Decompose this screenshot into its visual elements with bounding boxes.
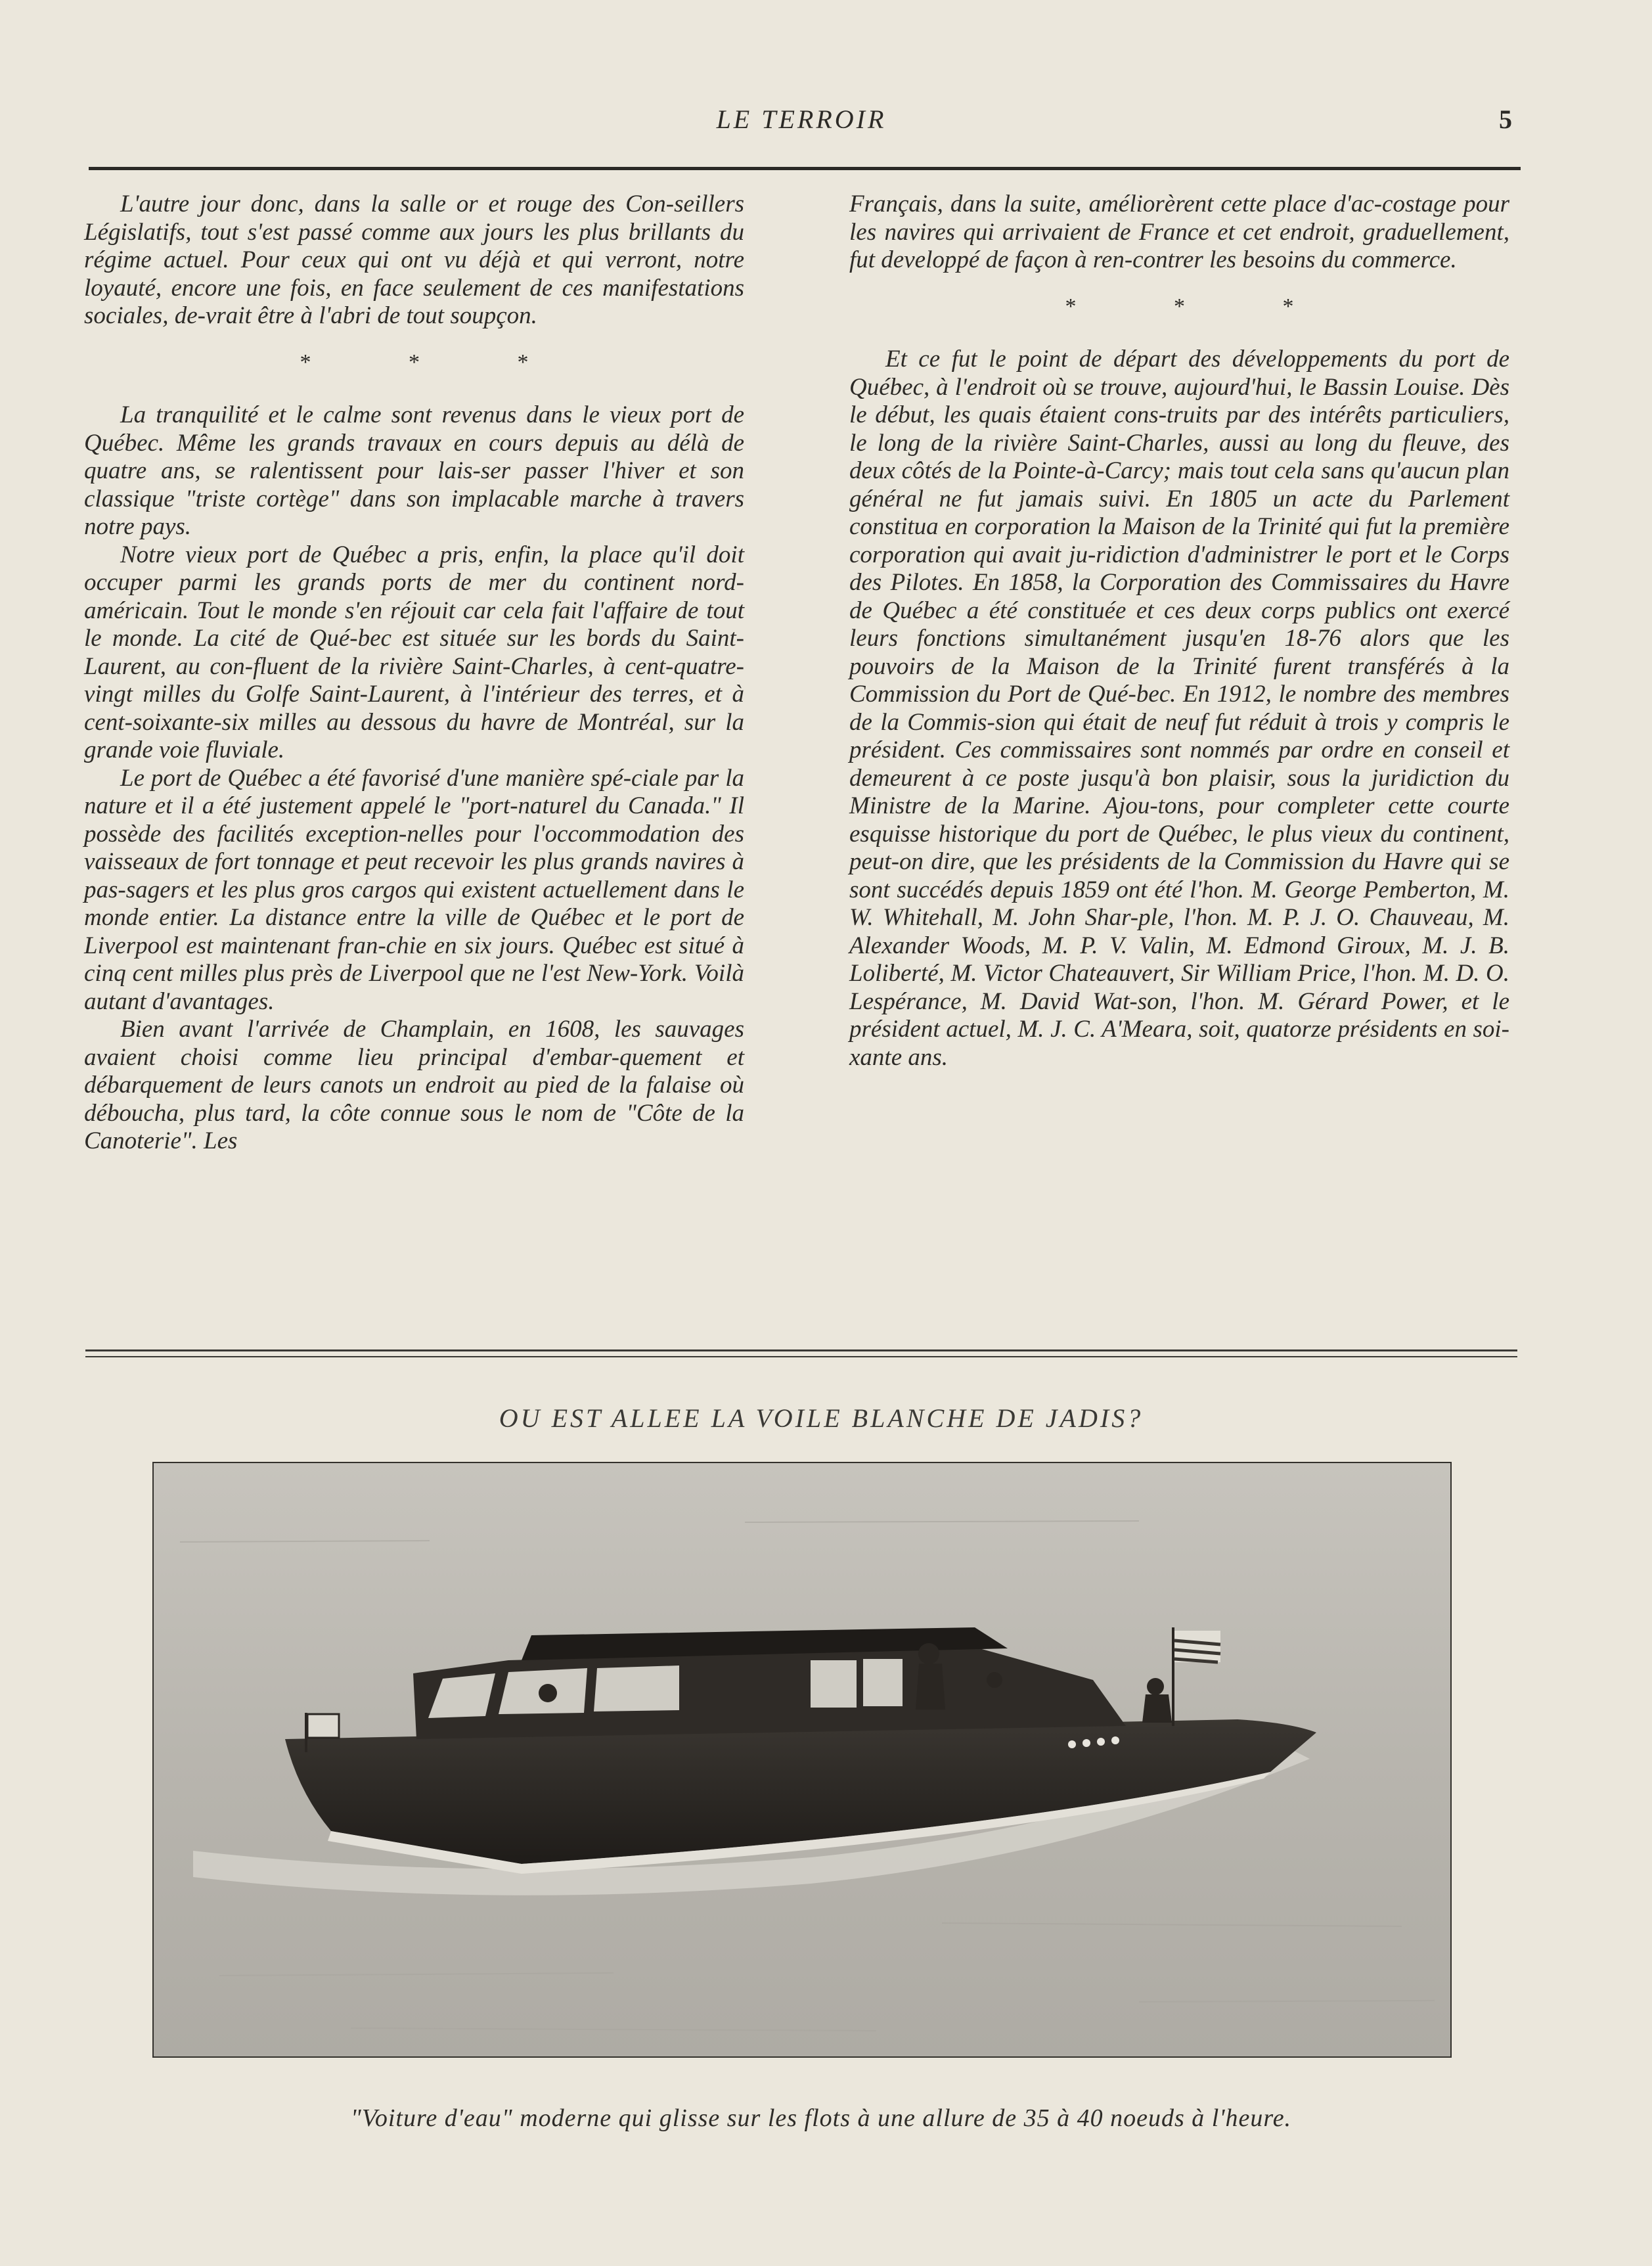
figure-caption: "Voiture d'eau" moderne qui glisse sur les flots à une allure de 35 à 40 noeuds à l'heure.: [350, 2104, 1292, 2132]
left-column: [84, 191, 744, 1156]
header-rule: [89, 167, 1521, 170]
running-title: LE TERROIR: [716, 104, 887, 134]
left-paragraph-4: Le port de Québec a été favorisé d'une manière spé-ciale par la nature et il a été justement appelé le "port-naturel du Canada." Il possède des facilités exception-nelles pour l'occommodation des vaisseaux de fort tonnage et peut recevoir les plus grands navires à pas-sagers et les plus gros cargos qui existent actuellement dans le monde entier. La distance entre la ville de Québec et le port de Liverpool est maintenant fran-chie en six jours. Québec est situé à cinq cent milles plus près de Liverpool que ne l'est New-York. Voilà autant d'avantages.: [84, 764, 744, 1015]
right-column: [849, 191, 1509, 1072]
left-paragraph-2: La tranquilité et le calme sont revenus dans le vieux port de Québec. Même les grands travaux en cours depuis au délà de quatre ans, se ralentissent pour lais-ser passer l'hiver et son classique "triste cortège" dans son implacable marche à travers notre pays.: [84, 401, 744, 540]
right-paragraph-1: Français, dans la suite, améliorèrent cette place d'ac-costage pour les navires qui arrivaient de France et cet endroit, graduellement, fut developpé de façon à ren-contrer les besoins du commerce.: [849, 191, 1509, 273]
left-paragraph-3: Notre vieux port de Québec a pris, enfin, la place qu'il doit occuper parmi les grands ports de mer du continent nord-américain. Tout le monde s'en réjouit car cela fait l'affaire de tout le monde. La cité de Qué-bec est située sur les bords du Saint-Laurent, au con-fluent de la rivière Saint-Charles, à cent-quatre-vingt milles du Golfe Saint-Laurent, à l'intérieur des terres, et à cent-soixante-six milles au dessous du havre de Montréal, sur la grande voie fluviale.: [84, 541, 744, 763]
section-rule-top: [85, 1349, 1517, 1351]
left-paragraph-1: L'autre jour donc, dans la salle or et rouge des Con-seillers Législatifs, tout s'est passé comme aux jours les plus brillants du régime actuel. Pour ceux qui ont vu déjà et qui verront, notre loyauté, encore une fois, en face seulement de ces manifestations sociales, de-vrait être à l'abri de tout soupçon.: [84, 191, 744, 329]
left-paragraph-5: Bien avant l'arrivée de Champlain, en 1608, les sauvages avaient choisi comme lieu principal d'embar-quement et débarquement de leurs canots un endroit au pied de la falaise où déboucha, plus tard, la côte connue sous le nom de "Côte de la Canoterie". Les: [84, 1016, 744, 1154]
motorboat-illustration: [154, 1463, 1450, 2056]
section-separator: * * *: [300, 350, 575, 374]
figure-title: OU EST ALLEE LA VOILE BLANCHE DE JADIS?: [499, 1403, 1144, 1433]
section-rule-bottom: [85, 1356, 1517, 1357]
right-paragraph-2: Et ce fut le point de départ des développements du port de Québec, à l'endroit où se trouve, aujourd'hui, le Bassin Louise. Dès le début, les quais étaient cons-truits par des intérêts particuliers, le long de la rivière Saint-Charles, aussi au long du fleuve, des deux côtés de la Pointe-à-Carcy; mais tout cela sans qu'aucun plan général ne fut jamais suivi. En 1805 un acte du Parlement constitua en corporation la Maison de la Trinité qui fut la première corporation qui avait ju-ridiction d'administrer le port et le Corps des Pilotes. En 1858, la Corporation des Commissaires du Havre de Québec a été constituée et ces deux corps publics ont exercé leurs fonctions simultanément jusqu'en 18-76 alors que les pouvoirs de la Maison de la Trinité furent transférés à la Commission du Port de Qué-bec. En 1912, le nombre des membres de la Commis-sion qui était de neuf fut réduit à trois y compris le président. Ces commissaires sont nommés par ordre en conseil et demeurent à ce poste jusqu'à bon plaisir, sous la juridiction du Ministre de la Marine. Ajou-tons, pour completer cette courte esquisse historique du port de Québec, le plus vieux du continent, peut-on dire, que les présidents de la Commission du Havre qui se sont succédés depuis 1859 ont été l'hon. M. George Pemberton, M. W. Whitehall, M. John Shar-ple, l'hon. M. P. J. O. Chauveau, M. Alexander Woods, M. P. V. Valin, M. Edmond Giroux, M. J. B. Loliberté, M. Victor Chateauvert, Sir William Price, l'hon. M. D. O. Lespérance, M. David Wat-son, l'hon. M. Gérard Power, et le président actuel, M. J. C. A'Meara, soit, quatorze présidents en soi-xante ans.: [849, 346, 1509, 1071]
section-separator: * * *: [1065, 294, 1340, 319]
motorboat-photo: [152, 1462, 1452, 2058]
page-number: 5: [1499, 104, 1512, 134]
